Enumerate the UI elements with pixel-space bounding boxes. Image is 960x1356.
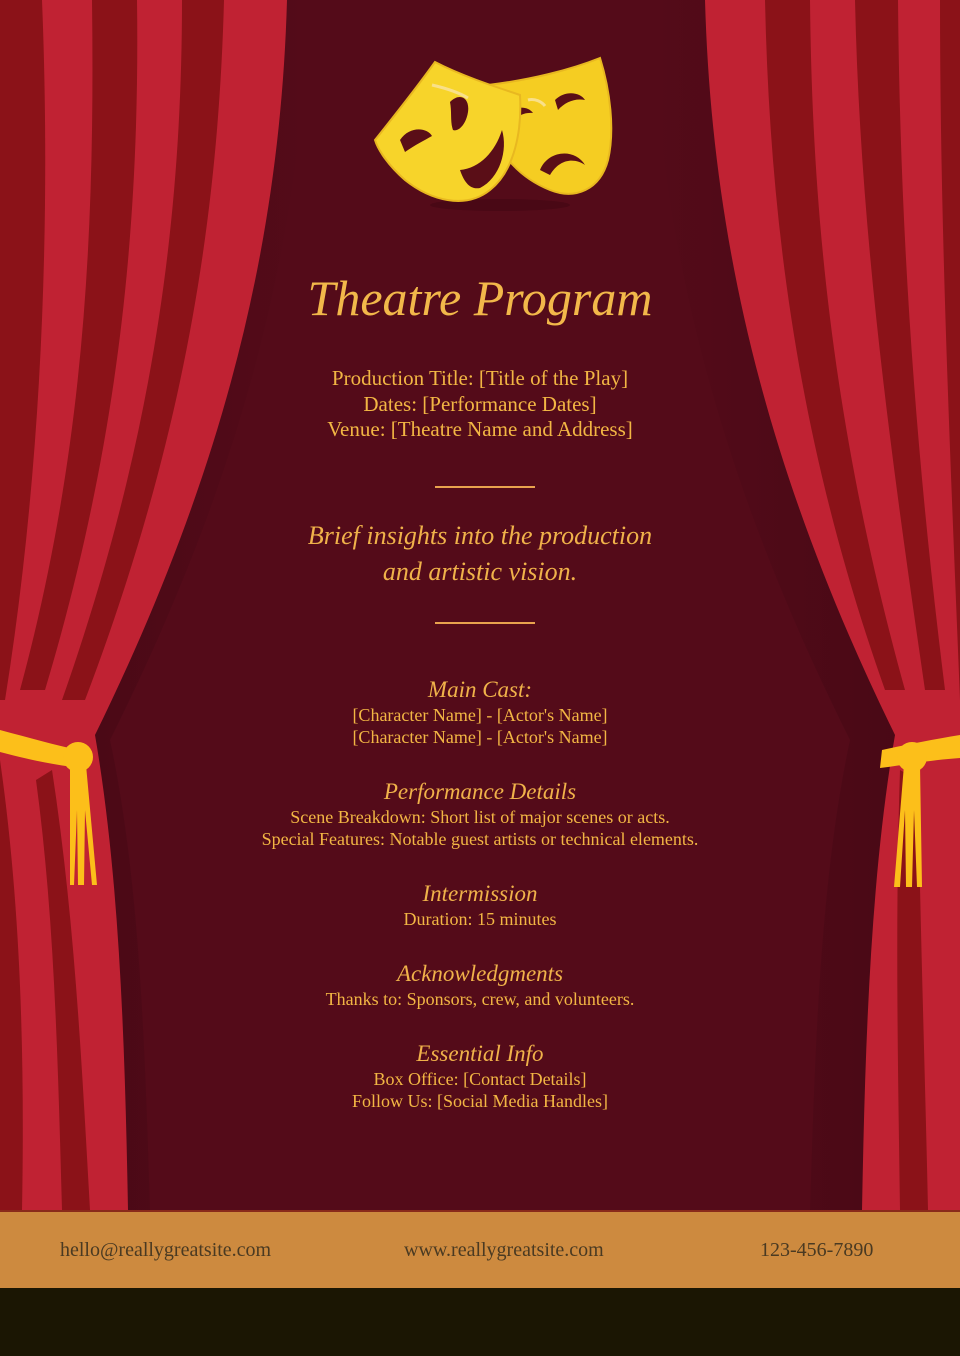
venue-line: Venue: [Theatre Name and Address] <box>327 417 633 441</box>
section-acknowledgments <box>0 960 960 1010</box>
section-heading: Intermission <box>422 881 538 906</box>
contact-footer <box>0 1210 960 1288</box>
detail-line: Scene Breakdown: Short list of major scenes or acts. <box>290 807 670 827</box>
section-heading: Essential Info <box>416 1041 544 1066</box>
production-title-line: Production Title: [Title of the Play] <box>331 366 629 390</box>
divider-bottom <box>435 622 535 624</box>
section-essential-info <box>0 1040 960 1112</box>
insight-line-1: Brief insights into the production <box>307 521 653 550</box>
left-curtain <box>0 0 310 1210</box>
section-heading: Performance Details <box>383 779 577 804</box>
production-insight <box>0 518 960 590</box>
dates-line: Dates: [Performance Dates] <box>363 391 597 416</box>
intermission-line: Duration: 15 minutes <box>403 909 557 929</box>
section-heading: Main Cast: <box>427 677 533 702</box>
info-line: Box Office: [Contact Details] <box>373 1069 587 1089</box>
section-main-cast <box>0 676 960 748</box>
section-performance-details <box>0 778 960 850</box>
cast-line: [Character Name] - [Actor's Name] <box>352 705 608 725</box>
theatre-masks-icon <box>370 40 620 215</box>
info-line: Follow Us: [Social Media Handles] <box>352 1091 608 1111</box>
bottom-band <box>0 1288 960 1356</box>
footer-email-link[interactable]: hello@reallygreatsite.com <box>60 1239 272 1261</box>
footer-website-link[interactable]: www.reallygreatsite.com <box>404 1239 604 1261</box>
page-title: Theatre Program <box>307 270 653 326</box>
section-intermission <box>0 880 960 930</box>
section-heading: Acknowledgments <box>396 961 564 986</box>
acknowledgment-line: Thanks to: Sponsors, crew, and volunteers. <box>325 989 635 1009</box>
right-curtain <box>650 0 960 1210</box>
insight-line-2: and artistic vision. <box>382 557 578 586</box>
footer-phone[interactable]: 123-456-7890 <box>760 1239 874 1261</box>
detail-line: Special Features: Notable guest artists or technical elements. <box>261 829 699 849</box>
divider-top <box>435 486 535 488</box>
production-info <box>0 366 960 443</box>
cast-line: [Character Name] - [Actor's Name] <box>352 727 608 747</box>
